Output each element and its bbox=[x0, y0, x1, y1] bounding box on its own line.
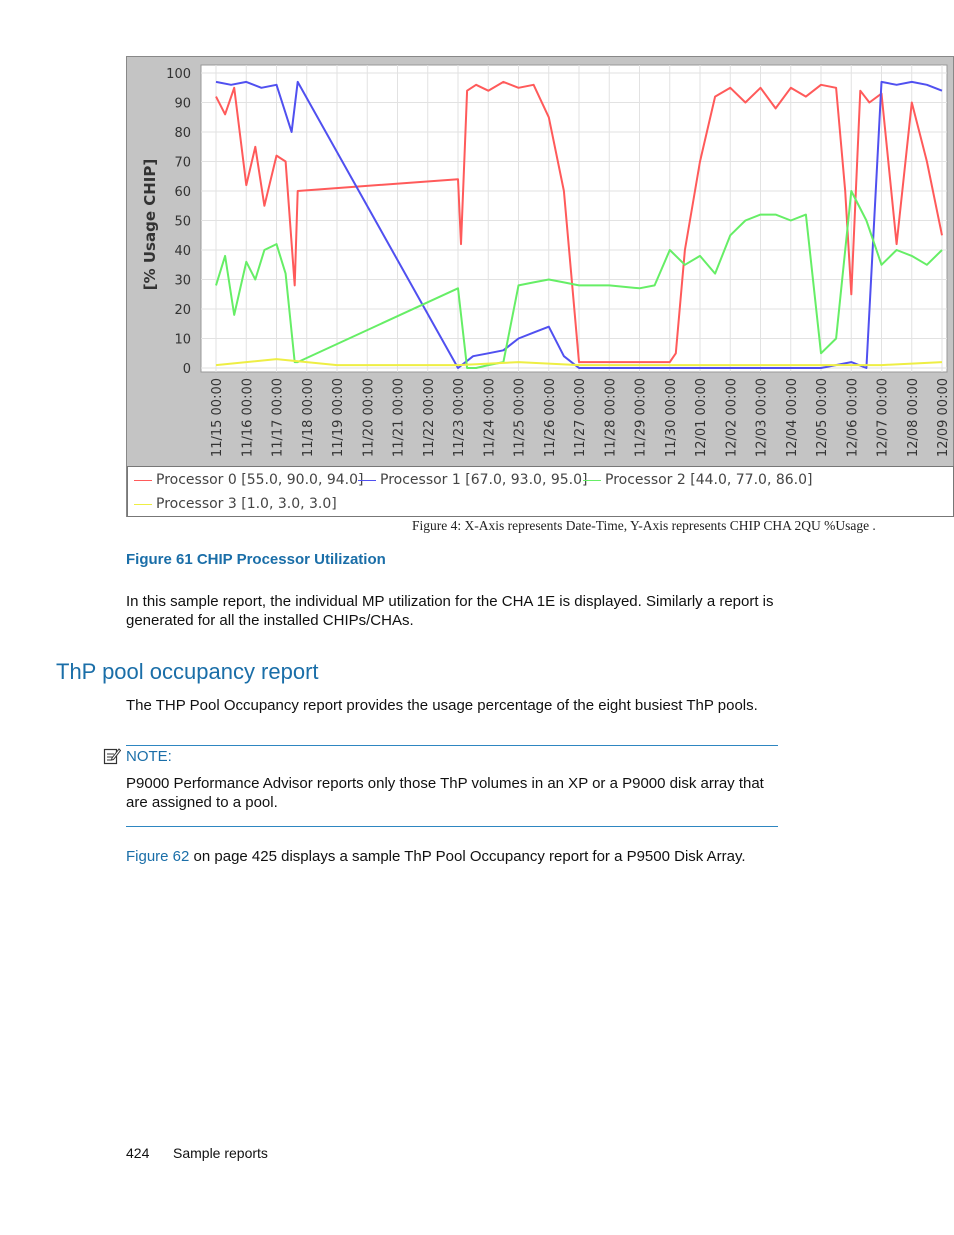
x-tick-label-24: 12/09 00:00 bbox=[936, 378, 951, 458]
y-tick-label-3: 30 bbox=[174, 273, 191, 289]
x-tick-label-8: 11/23 00:00 bbox=[452, 378, 467, 458]
x-tick-label-12: 11/27 00:00 bbox=[573, 378, 588, 458]
x-tick-label-9: 11/24 00:00 bbox=[482, 378, 498, 458]
x-tick-label-5: 11/20 00:00 bbox=[361, 378, 377, 458]
legend-item-processor-0 bbox=[134, 472, 363, 488]
y-tick-label-4: 40 bbox=[174, 244, 191, 259]
figure-62-link[interactable]: Figure 62 bbox=[126, 848, 190, 865]
paragraph-cha-description: In this sample report, the individual MP utilization for the CHA 1E is displayed. Similarly a report is generated for all the installed CHIPs/CHAs. bbox=[126, 593, 774, 629]
x-tick-label-21: 12/06 00:00 bbox=[845, 378, 861, 458]
legend-label-processor-0: Processor 0 [55.0, 90.0, 94.0] bbox=[156, 472, 364, 488]
legend-label-processor-2: Processor 2 [44.0, 77.0, 86.0] bbox=[605, 472, 813, 488]
y-tick-label-9: 90 bbox=[174, 96, 191, 112]
chart-figure bbox=[126, 56, 954, 517]
y-tick-label-7: 70 bbox=[174, 155, 191, 171]
section-title: ThP pool occupancy report bbox=[56, 659, 319, 684]
y-tick-label-1: 10 bbox=[174, 332, 191, 348]
x-tick-label-1: 11/16 00:00 bbox=[240, 378, 256, 458]
legend-label-processor-1: Processor 1 [67.0, 93.0, 95.0] bbox=[380, 472, 588, 488]
x-tick-label-7: 11/22 00:00 bbox=[421, 378, 437, 458]
y-tick-label-6: 60 bbox=[174, 185, 191, 200]
figure-reference-text: on page 425 displays a sample ThP Pool Occupancy report for a P9500 Disk Array. bbox=[189, 848, 746, 865]
x-tick-label-20: 12/05 00:00 bbox=[815, 378, 830, 458]
legend-swatch-processor-2 bbox=[583, 480, 601, 481]
legend-item-processor-1 bbox=[358, 472, 587, 488]
y-tick-label-0: 0 bbox=[182, 362, 191, 377]
legend-swatch-processor-0 bbox=[134, 480, 152, 481]
chart-caption: Figure 4: X-Axis represents Date-Time, Y-Axis represents CHIP CHA 2QU %Usage . bbox=[412, 518, 876, 533]
note-bottom-rule bbox=[126, 826, 778, 827]
x-tick-label-4: 11/19 00:00 bbox=[331, 378, 346, 458]
y-axis-label: [% Usage CHIP] bbox=[141, 158, 159, 291]
x-tick-label-23: 12/08 00:00 bbox=[905, 378, 921, 458]
legend-item-processor-3 bbox=[134, 496, 337, 512]
paragraph-figure-reference bbox=[126, 847, 806, 866]
x-tick-label-0: 11/15 00:00 bbox=[210, 378, 225, 458]
note-top-rule bbox=[126, 745, 778, 746]
x-tick-label-15: 11/30 00:00 bbox=[663, 378, 679, 458]
legend-item-processor-2 bbox=[583, 472, 812, 488]
x-tick-label-16: 12/01 00:00 bbox=[694, 378, 709, 458]
x-tick-label-22: 12/07 00:00 bbox=[875, 378, 891, 458]
legend-label-processor-3: Processor 3 [1.0, 3.0, 3.0] bbox=[156, 496, 337, 512]
x-tick-label-13: 11/28 00:00 bbox=[603, 378, 619, 458]
x-tick-label-18: 12/03 00:00 bbox=[754, 378, 770, 458]
footer-section: Sample reports bbox=[173, 1145, 268, 1161]
x-tick-label-19: 12/04 00:00 bbox=[784, 378, 800, 458]
y-tick-label-5: 50 bbox=[174, 214, 191, 230]
processor-utilization-chart bbox=[127, 57, 954, 518]
legend-swatch-processor-3 bbox=[134, 504, 152, 505]
x-tick-label-2: 11/17 00:00 bbox=[270, 378, 286, 458]
x-tick-label-10: 11/25 00:00 bbox=[512, 378, 528, 458]
note-icon bbox=[103, 747, 121, 765]
x-tick-label-6: 11/21 00:00 bbox=[391, 378, 407, 458]
legend-swatch-processor-1 bbox=[358, 480, 376, 481]
note-label: NOTE: bbox=[126, 748, 172, 765]
x-tick-label-3: 11/18 00:00 bbox=[300, 378, 316, 458]
y-tick-label-8: 80 bbox=[174, 126, 191, 141]
figure-title: Figure 61 CHIP Processor Utilization bbox=[126, 551, 386, 568]
x-tick-label-14: 11/29 00:00 bbox=[633, 378, 649, 458]
chart-legend bbox=[127, 466, 954, 517]
y-tick-label-2: 20 bbox=[174, 303, 191, 318]
y-tick-label-10: 100 bbox=[166, 67, 191, 82]
x-tick-label-11: 11/26 00:00 bbox=[542, 378, 558, 458]
paragraph-thp-description: The THP Pool Occupancy report provides the usage percentage of the eight busiest ThP pools. bbox=[126, 697, 758, 714]
note-text: P9000 Performance Advisor reports only those ThP volumes in an XP or a P9000 disk array that are assigned to a pool. bbox=[126, 775, 764, 811]
page-number: 424 bbox=[126, 1145, 150, 1161]
x-tick-label-17: 12/02 00:00 bbox=[724, 378, 740, 458]
